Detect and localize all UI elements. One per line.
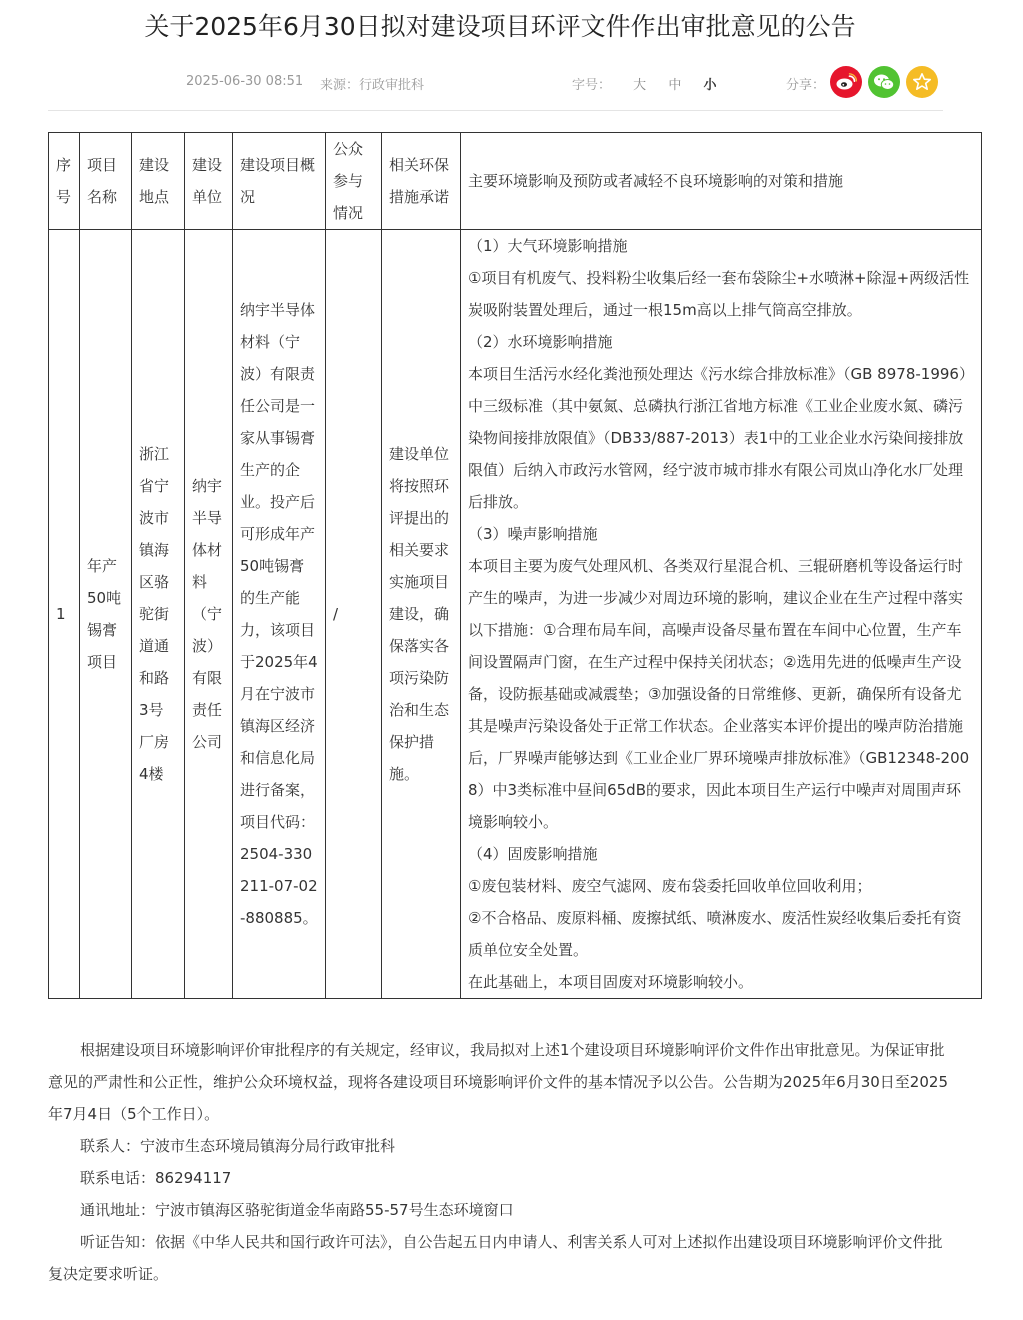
project-table — [48, 132, 982, 999]
measure-text-solid-waste-2: ②不合格品、废原料桶、废擦拭纸、喷淋废水、废活性炭经收集后委托有资质单位安全处置。 — [468, 909, 962, 959]
cell-measures — [461, 230, 982, 999]
header-index: 序号 — [49, 133, 80, 230]
source-label: 来源： — [320, 78, 360, 93]
notice-body — [48, 1034, 948, 1290]
font-size-medium-option[interactable]: 中 — [668, 78, 682, 93]
header-measures: 主要环境影响及预防或者减轻不良环境影响的对策和措施 — [461, 133, 982, 230]
notice-paragraph-main: 根据建设项目环境影响评价审批程序的有关规定，经审议，我局拟对上述1个建设项目环境影响评价文件作出审批意见。为保证审批意见的严肃性和公正性，维护公众环境权益，现将各建设项目环境影响评价文件的基本情况予以公告。公告期为2025年6月30日至2025年7月4日（5个工作日）。 — [48, 1041, 948, 1123]
weibo-icon[interactable] — [830, 66, 862, 98]
measure-heading-solid-waste: （4）固废影响措施 — [468, 845, 598, 863]
share-label: 分享： — [786, 78, 826, 93]
meta-divider — [48, 110, 943, 111]
article-meta-bar — [48, 66, 943, 98]
favorite-star-icon[interactable] — [906, 66, 938, 98]
header-overview: 建设项目概况 — [233, 133, 326, 230]
contact-address: 通讯地址：宁波市镇海区骆驼街道金华南路55-57号生态环境窗口 — [80, 1201, 514, 1219]
page-title: 关于2025年6月30日拟对建设项目环评文件作出审批意见的公告 — [144, 12, 856, 41]
header-public-participation: 公众参与情况 — [326, 133, 382, 230]
measure-text-solid-waste-1: ①废包装材料、废空气滤网、废布袋委托回收单位回收利用； — [468, 877, 872, 895]
cell-public-participation: / — [326, 230, 382, 999]
wechat-icon[interactable] — [868, 66, 900, 98]
publish-date: 2025-06-30 08:51 — [186, 74, 304, 89]
measure-heading-air: （1）大气环境影响措施 — [468, 237, 628, 255]
font-size-small-option[interactable]: 小 — [703, 78, 717, 93]
cell-overview: 纳宇半导体材料（宁波）有限责任公司是一家从事锡膏生产的企业。投产后可形成年产50吨锡膏的生产能力，该项目于2025年4月在宁波市镇海区经济和信息化局进行备案，项目代码：2504-330211-07-02-880885。 — [233, 230, 326, 999]
cell-commitment: 建设单位将按照环评提出的相关要求实施项目建设，确保落实各项污染防治和生态保护措施。 — [382, 230, 461, 999]
source-name: 行政审批科 — [359, 78, 425, 93]
header-commitment: 相关环保措施承诺 — [382, 133, 461, 230]
header-location: 建设地点 — [132, 133, 185, 230]
measure-heading-noise: （3）噪声影响措施 — [468, 525, 598, 543]
table-header-row — [49, 133, 982, 230]
font-size-switcher — [572, 74, 716, 93]
cell-location: 浙江省宁波市镇海区骆驼街道通和路3号厂房4楼 — [132, 230, 185, 999]
measure-text-solid-waste-conclusion: 在此基础上，本项目固废对环境影响较小。 — [468, 973, 754, 991]
source-info — [320, 74, 424, 93]
cell-project-name: 年产50吨锡膏项目 — [80, 230, 132, 999]
header-unit: 建设单位 — [185, 133, 233, 230]
measure-text-noise: 本项目主要为废气处理风机、各类双行星混合机、三辊研磨机等设备运行时产生的噪声，为进一步减少对周边环境的影响，建议企业在生产过程中落实以下措施：①合理布局车间，高噪声设备尽量布置在车间中心位置，生产车间设置隔声门窗，在生产过程中保持关闭状态；②选用先进的低噪声生产设备，设防振基础或减震垫；③加强设备的日常维修、更新，确保所有设备尤其是噪声污染设备处于正常工作状态。企业落实本评价提出的噪声防治措施后，厂界噪声能够达到《工业企业厂界环境噪声排放标准》（GB12348-2008）中3类标准中昼间65dB的要求，因此本项目生产运行中噪声对周围声环境影响较小。 — [468, 557, 970, 831]
font-size-label: 字号： — [572, 78, 612, 93]
cell-index: 1 — [49, 230, 80, 999]
cell-unit: 纳宇半导体材料（宁波）有限责任公司 — [185, 230, 233, 999]
contact-phone: 联系电话：86294117 — [80, 1169, 232, 1187]
contact-person: 联系人：宁波市生态环境局镇海分局行政审批科 — [80, 1137, 396, 1155]
measure-heading-water: （2）水环境影响措施 — [468, 333, 613, 351]
measure-text-water: 本项目生活污水经化粪池预处理达《污水综合排放标准》（GB 8978-1996）中三级标准（其中氨氮、总磷执行浙江省地方标准《工业企业废水氮、磷污染物间接排放限值》（DB33/887-2013）表1中的工业企业水污染间接排放限值）后纳入市政污水管网，经宁波市城市排水有限公司岚山净化水厂处理后排放。 — [468, 365, 974, 511]
font-size-large-option[interactable]: 大 — [633, 78, 647, 93]
table-row — [49, 230, 982, 999]
hearing-notice: 听证告知：依据《中华人民共和国行政许可法》，自公告起五日内申请人、利害关系人可对上述拟作出建设项目环境影响评价文件批复决定要求听证。 — [48, 1233, 943, 1283]
measure-text-air: ①项目有机废气、投料粉尘收集后经一套布袋除尘+水喷淋+除湿+两级活性炭吸附装置处理后，通过一根15m高以上排气筒高空排放。 — [468, 269, 970, 319]
header-project-name: 项目名称 — [80, 133, 132, 230]
